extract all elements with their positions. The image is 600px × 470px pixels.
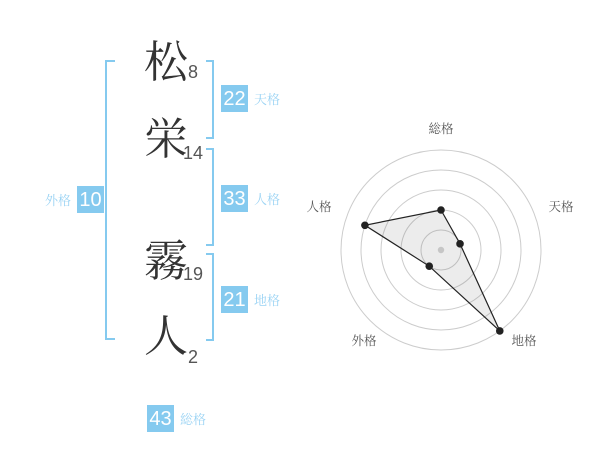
stroke-count: 19: [182, 264, 204, 284]
name-character: 人: [144, 312, 188, 361]
radar-data-point: [437, 206, 445, 214]
jinkaku-value-badge: 33: [221, 185, 248, 212]
radar-data-point: [361, 221, 369, 229]
chikaku-label: 地格: [254, 293, 281, 308]
stroke-count: 14: [182, 143, 204, 163]
chikaku-value-badge: 21: [221, 286, 248, 313]
name-character: 松: [144, 38, 188, 87]
radar-data-point: [425, 262, 433, 270]
radar-axis-label: 天格: [548, 200, 574, 214]
gaikaku-value-badge: 10: [77, 186, 104, 213]
radar-chart: [291, 95, 591, 395]
radar-data-point: [496, 327, 504, 335]
tenkaku-bracket: [206, 60, 214, 139]
tenkaku-value-badge: 22: [221, 85, 248, 112]
name-character: 栄: [144, 115, 188, 164]
jinkaku-group: [221, 185, 280, 212]
gaikaku-bracket: [105, 60, 115, 340]
tenkaku-group: [221, 85, 280, 112]
radar-data-point: [456, 240, 464, 248]
chikaku-group: [221, 286, 280, 313]
radar-axis-label: 総格: [428, 122, 454, 136]
radar-center-dot: [438, 247, 444, 253]
tenkaku-label: 天格: [254, 92, 281, 107]
name-character: 霧: [144, 237, 188, 286]
gaikaku-group: [45, 186, 104, 213]
stroke-count: 8: [187, 62, 198, 82]
chikaku-bracket: [206, 253, 214, 341]
jinkaku-bracket: [206, 148, 214, 246]
radar-data-polygon: [365, 210, 500, 331]
radar-axis-label: 地格: [511, 334, 537, 348]
radar-axis-label: 人格: [306, 200, 332, 214]
soukaku-label: 総格: [180, 412, 207, 427]
gaikaku-label: 外格: [45, 193, 72, 208]
soukaku-value-badge: 43: [147, 405, 174, 432]
jinkaku-label: 人格: [254, 192, 281, 207]
stroke-count: 2: [187, 347, 198, 367]
radar-axis-label: 外格: [351, 334, 377, 348]
soukaku-group: [147, 405, 206, 432]
